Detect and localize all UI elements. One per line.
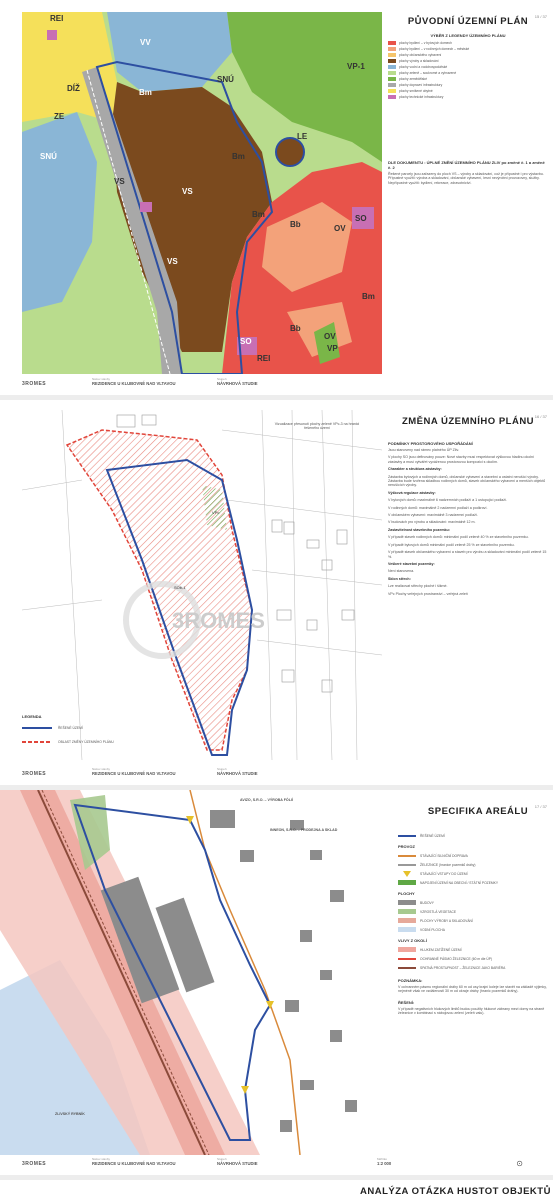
legend-box — [22, 710, 172, 749]
map-label: VV — [140, 38, 151, 47]
logo: 3ROMES — [22, 771, 47, 777]
map-label: REI — [50, 14, 64, 23]
legend-swatch — [398, 909, 416, 914]
map-label: REI — [257, 354, 271, 363]
map-label: INNEON, S.R.O. – PRODEJNA A SKLAD — [270, 828, 338, 832]
legend-label: SPATNÁ PROSTUPNOST – ŽELEZNICE JAKO BARIÉRA — [420, 965, 506, 970]
map-label: Bm — [252, 210, 265, 219]
text-block: Není stanovena. — [388, 569, 415, 574]
legend-swatch — [388, 77, 396, 81]
page-number: 17 / 37 — [534, 804, 547, 809]
legend-swatch — [388, 71, 396, 75]
text-block: V plochy SO jsou definovány pouze: Nové stavby musí respektovat výškovou hladinu okolní zástavby a musí vytvářet vyváženou prostorovou kompozici s okolím. — [388, 455, 535, 464]
scale-label: Měřítko — [377, 1157, 388, 1161]
map-label: LE — [297, 132, 308, 141]
logo: 3ROMES — [22, 381, 47, 387]
legend-swatch — [398, 918, 416, 923]
page-footer — [22, 767, 543, 781]
legend-swatch — [388, 65, 396, 69]
legend-label: plochy zeleně – soukromé a vyhrazené — [399, 71, 457, 75]
legend-item — [398, 963, 553, 972]
text-block: Lze realizovat střechy ploché i šikmé. — [388, 584, 448, 589]
map-label: Bm — [232, 152, 245, 161]
conditions-title: PODMÍNKY PROSTOROVÉHO USPOŘÁDÁNÍ — [388, 441, 473, 446]
legend-label: plochy zemědělské — [399, 77, 428, 81]
project-label: Název stavby — [92, 767, 111, 771]
text-block: V občanském vybavení: maximálně 3 nadzemní podlaží. — [388, 513, 478, 518]
legend-swatch — [398, 947, 416, 952]
legend-swatch — [398, 927, 416, 932]
doc-heading: DLE DOKUMENTU : ÚPLNÉ ZNĚNÍ ÚZEMNÍHO PLÁNU ZLIV po změně č. 1 a změně č. 2 — [388, 160, 545, 170]
legend-label: ŘEŠENÉ ÚZEMÍ — [420, 833, 445, 838]
legend-swatch — [403, 871, 411, 877]
legend-item — [398, 851, 553, 860]
map-label: Bm — [139, 88, 152, 97]
text-block: V případě staveb rodinných domů: minimální podíl zeleně 40 % ze stavebního pozemku. — [388, 535, 529, 540]
map-label: VS — [114, 177, 125, 186]
map-label: DÍŽ — [67, 84, 80, 93]
page-footer — [22, 377, 543, 391]
map-label: AVIZO, S.R.O. – VÝROBA FÓLIÍ — [240, 798, 293, 802]
text-block: V budovách pro výrobu a skladování: maximálně 12 m. — [388, 520, 476, 525]
page-title: SPECIFIKA AREÁLU — [427, 806, 529, 817]
legend-label: PLOCHY VÝROBY A SKLADOVÁNÍ — [420, 918, 473, 923]
legend-swatch — [398, 855, 416, 857]
stage-name: NÁVRHOVÁ STUDIE — [217, 381, 258, 386]
map-label: Bb — [290, 220, 301, 229]
page-title: ZMĚNA ÚZEMNÍHO PLÁNU — [401, 416, 535, 427]
change-map — [22, 410, 382, 760]
text-block: V případě staveb občanského vybavení a staveb pro výrobu a skladování minimální podíl zeleně 15 %. — [388, 550, 547, 559]
map-label: SO — [355, 214, 367, 223]
page-title: PŮVODNÍ ÚZEMNÍ PLÁN — [407, 16, 529, 27]
legend-swatch — [388, 83, 396, 87]
legend-item — [22, 735, 172, 749]
legend-swatch — [398, 967, 416, 969]
map-label: VS — [182, 187, 193, 196]
legend-swatch — [388, 41, 396, 45]
site-map-svg — [0, 790, 385, 1155]
stage-label: Stupeň — [217, 767, 227, 771]
legend-item — [388, 94, 548, 100]
legend-label: plochy smíšené obytné — [399, 89, 433, 93]
legend-label: plochy dopravní infrastruktury — [399, 83, 443, 87]
legend-item — [398, 907, 553, 916]
legend-swatch — [398, 958, 416, 960]
legend-label: VZROSTLÁ VEGETACE — [420, 909, 457, 914]
side-panel — [388, 10, 548, 185]
legend-swatch — [388, 53, 396, 57]
legend-label: plochy bydlení – v rodinných domech – městské — [399, 47, 470, 51]
project-name: REZIDENCE U KLUBOVNÉ NAD VLTAVOU — [92, 381, 176, 386]
legend-item — [398, 898, 553, 907]
project-label: Název stavby — [92, 1157, 111, 1161]
page-plan-change — [0, 400, 553, 785]
scale-value: 1:2 000 — [377, 1161, 392, 1166]
text-block: Veškeré stavební pozemky: — [388, 561, 435, 566]
legend-item — [398, 916, 553, 925]
text-block: V bytových domů: maximálně 6 nadzemních podlaží a 1 ustupující podlaží. — [388, 498, 508, 503]
legend-swatch — [388, 59, 396, 63]
stage-name: NÁVRHOVÁ STUDIE — [217, 1161, 258, 1166]
legend-label: STÁVAJÍCÍ VSTUPY DO ÚZEMÍ — [420, 871, 468, 876]
logo: 3ROMES — [22, 1161, 47, 1167]
page-number: 16 / 37 — [534, 414, 547, 419]
site-map — [0, 790, 385, 1155]
legend-item — [398, 878, 553, 887]
zone-label: VPc — [212, 510, 220, 515]
map-label: OV — [334, 224, 346, 233]
text-block: Jsou stanoveny nad rámec platného ÚP Zliv. — [388, 448, 459, 452]
legend-group-title: VLIVY Z OKOLÍ — [398, 938, 427, 943]
legend-swatch — [388, 89, 396, 93]
legend-list — [398, 831, 553, 972]
legend-label: plochy bydlení – v bytových domech — [399, 41, 452, 45]
legend-swatch — [398, 880, 416, 885]
legend-group-title: PROVOZ — [398, 844, 415, 849]
text-block: Charakter a struktura zástavby: — [388, 467, 442, 472]
zone-label: SOb-1 — [174, 585, 186, 590]
text-block: Výšková regulace zástavby: — [388, 490, 436, 495]
page-original-plan — [0, 0, 553, 395]
note-title: POZNÁMKA: — [398, 978, 423, 983]
conditions-text — [388, 448, 548, 596]
side-panel — [388, 410, 548, 599]
project-label: Název stavby — [92, 377, 111, 381]
legend-swatch — [398, 864, 416, 866]
map-label: ZLIVSKÝ RYBNÍK — [55, 1112, 85, 1116]
legend-swatch — [388, 47, 396, 51]
map-label: ZE — [54, 112, 65, 121]
map-label: VP — [327, 344, 338, 353]
legend-label: OCHRANNÉ PÁSMO ŽELEZNICE (60 m dle ÚP) — [420, 956, 492, 961]
stage-name: NÁVRHOVÁ STUDIE — [217, 771, 258, 776]
legend-label: STÁVAJÍCÍ SILNIČNÍ DOPRAVA — [420, 853, 468, 858]
legend-group-title: PLOCHY — [398, 891, 415, 896]
map-label: OV — [324, 332, 336, 341]
legend-swatch — [388, 95, 396, 99]
legend-item — [398, 925, 553, 934]
stage-label: Stupeň — [217, 1157, 227, 1161]
legend-label: OBLAST ZMĚNY ÚZEMNÍHO PLÁNU — [58, 740, 114, 744]
note2-title: ŘEŠENÍ: — [398, 999, 415, 1005]
note2-text: V případě negativních hlukových limitů budou použity hlukové zábrany mezi domy na straně železnice v kombinaci s nábojovou zelení (zeleň valu). — [398, 1006, 545, 1016]
text-block: Zástavba bytových a rodinných domů, občanské vybavení a stavební a ostatní nerušící výroby. Zástavba bude tvořena skladbou rodinných domů, staveb občanského vybavení a menších objektů nerušících výroby. — [388, 474, 546, 488]
legend-item — [398, 831, 553, 840]
legend-item — [398, 869, 553, 878]
stage-label: Stupeň — [217, 377, 227, 381]
legend-label: ŽELEZNICE (hranice pozemků dráhy) — [420, 862, 476, 867]
map-label: VS — [167, 257, 178, 266]
legend-item — [398, 954, 553, 963]
legend-swatch — [398, 900, 416, 905]
map-label: VP-1 — [347, 62, 365, 71]
page-site-specifics — [0, 790, 553, 1175]
legend-label: ŘEŠENÉ ÚZEMÍ — [58, 726, 83, 730]
legend-item — [398, 945, 553, 954]
legend-item — [22, 721, 172, 735]
legend-label: plochy občanského vybavení — [399, 53, 442, 57]
map-label: Bm — [362, 292, 375, 301]
north-arrow-icon: ⊙ — [516, 1159, 523, 1168]
text-block: V případě bytových domů minimální podíl zeleně 25 % ze stavebního pozemku. — [388, 542, 515, 547]
change-map-svg — [22, 410, 382, 760]
map-label: SNÚ — [40, 152, 57, 161]
text-block: VPc Plochy veřejných prostranství – veřejná zeleň — [388, 591, 468, 596]
legend-label: plochy vodní a vodohospodářské — [399, 65, 448, 69]
map-label: Bb — [290, 324, 301, 333]
text-block: Zastavitelnost stavebního pozemku: — [388, 527, 450, 532]
text-block: V rodinných domů: maximálně 2 nadzemní podlaží a podkroví. — [388, 505, 488, 510]
page-density-analysis — [0, 1180, 553, 1200]
zoning-map-original — [22, 12, 382, 374]
legend-label: plochy výroby a skladování — [399, 59, 439, 63]
legend-label: NAPOJENÍ ÚZEMÍ NA OBECNÍ / STÁTNÍ POZEMKY — [420, 880, 499, 885]
side-panel — [398, 800, 553, 1016]
doc-text: Řešené parcely jsou zařazeny do ploch VS – výroby a skladování, což je přípustné i pro výstavbu. Přípustné využití: výroba a skladování, občanské vybavení, lesní nevýrobní provozovny, služby. Nepřípustné využití: bydlení, rekreace, zdravotnictví. — [388, 172, 544, 185]
legend-list — [388, 40, 548, 100]
note-text: V ochranném pásmu regionální dráhy 60 m od osy krajní koleje lze stavět na základě výjimky, nejméně však ve vzdálenosti 30 m od okraje dráhy (hranic pozemků dráhy). — [398, 985, 547, 994]
watermark-text: 3ROMES — [172, 608, 265, 633]
page-number: 15 / 37 — [534, 14, 547, 19]
legend-label: plochy technické infrastruktury — [399, 95, 444, 99]
map-label: SNÚ — [217, 75, 234, 84]
legend-title: LEGENDA — [22, 714, 42, 719]
legend-item — [398, 860, 553, 869]
map-label: SO — [240, 337, 252, 346]
legend-label: VODNÍ PLOCHA — [420, 927, 445, 932]
page-footer — [22, 1157, 543, 1171]
project-name: REZIDENCE U KLUBOVNÉ NAD VLTAVOU — [92, 771, 176, 776]
text-block: Sklon střech: — [388, 576, 411, 581]
legend-label: HLUKEM ZATÍŽENÉ ÚZEMÍ — [420, 947, 462, 952]
zoning-map-svg — [22, 12, 382, 374]
page-title: ANALÝZA OTÁZKA HUSTOT OBJEKTŮ — [360, 1186, 551, 1197]
map-note: Vizualizace přesunutí plochy zeleně VPc-3 na hranici řešeného území — [274, 422, 360, 431]
legend-title: VÝBĚR Z LEGENDY ÚZEMNÍHO PLÁNU — [430, 33, 506, 38]
legend-swatch — [398, 835, 416, 837]
project-name: REZIDENCE U KLUBOVNÉ NAD VLTAVOU — [92, 1161, 176, 1166]
legend-label: BUDOVY — [420, 900, 434, 905]
